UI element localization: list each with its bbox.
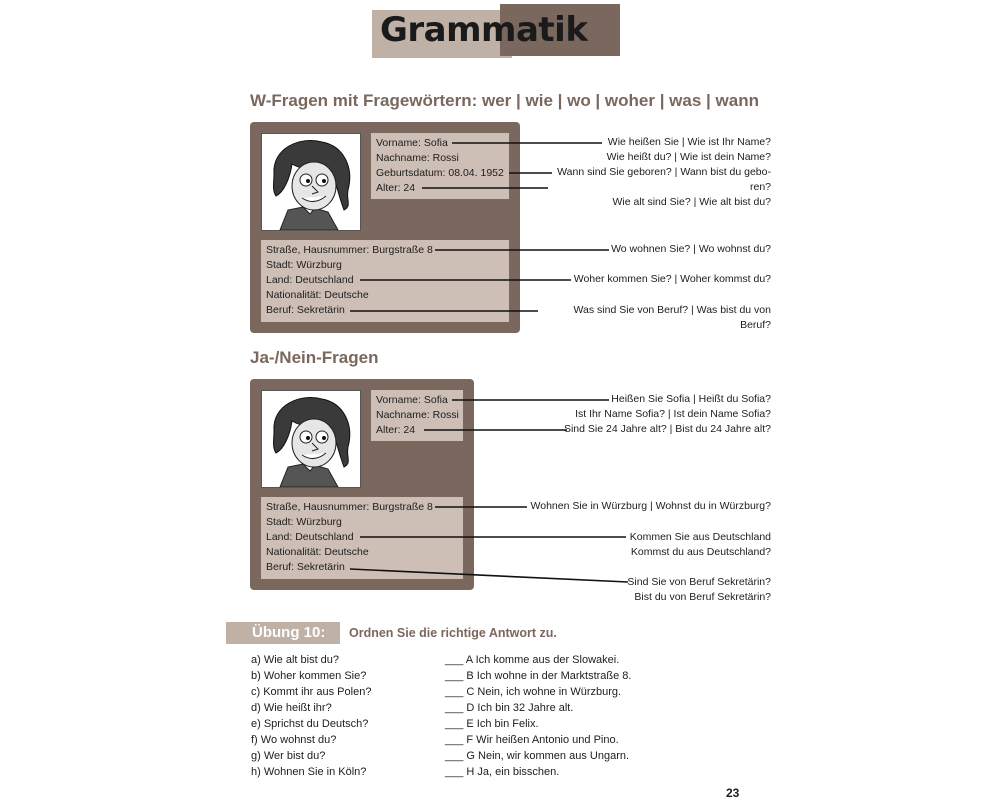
- question-line: Bist du von Beruf Sekretärin?: [634, 591, 771, 603]
- exercise-label: Übung 10:: [252, 624, 326, 641]
- question-line: Sind Sie von Beruf Sekretärin?: [627, 576, 771, 588]
- exercise-question: b) Woher kommen Sie?: [251, 670, 367, 682]
- info-city: Stadt: Würzburg: [266, 516, 342, 528]
- question-line: Kommen Sie aus Deutschland: [629, 531, 771, 543]
- exercise-question: a) Wie alt bist du?: [251, 654, 340, 666]
- exercise-answer: ___ E Ich bin Felix.: [445, 718, 539, 730]
- question-line: ren?: [749, 181, 771, 193]
- question-line: Wie heißt du? | Wie ist dein Name?: [606, 151, 771, 163]
- question-line: Wie alt sind Sie? | Wie alt bist du?: [612, 196, 771, 208]
- exercise-answer: ___ A Ich komme aus der Slowakei.: [445, 654, 620, 666]
- question-line: Beruf?: [740, 319, 771, 331]
- question-line: Heißen Sie Sofia | Heißt du Sofia?: [611, 393, 771, 405]
- info-city: Stadt: Würzburg: [266, 259, 342, 271]
- exercise-question: g) Wer bist du?: [251, 750, 326, 762]
- exercise-question: f) Wo wohnst du?: [251, 734, 337, 746]
- section1-title: W-Fragen mit Fragewörtern: wer | wie | wo | woher | was | wann: [250, 91, 759, 110]
- info-street: Straße, Hausnummer: Burgstraße 8: [266, 501, 433, 513]
- info-nationality: Nationalität: Deutsche: [266, 289, 369, 301]
- page-number: 23: [726, 786, 740, 800]
- exercise-label-bar: [226, 622, 340, 644]
- question-line: Wie heißen Sie | Wie ist Ihr Name?: [607, 136, 771, 148]
- exercise-answers: [445, 652, 631, 780]
- exercise-questions: [251, 652, 371, 780]
- exercise-question: h) Wohnen Sie in Köln?: [251, 766, 367, 778]
- info-last-name: Nachname: Rossi: [376, 152, 459, 164]
- exercise-answer: ___ C Nein, ich wohne in Würzburg.: [445, 686, 622, 698]
- info-age: Alter: 24: [376, 182, 416, 194]
- question-line: Wann sind Sie geboren? | Wann bist du gebo-: [557, 166, 771, 178]
- info-birthdate: Geburtsdatum: 08.04. 1952: [376, 167, 504, 179]
- question-line: Wohnen Sie in Würzburg | Wohnst du in Würzburg?: [530, 500, 771, 512]
- exercise-answer: ___ F Wir heißen Antonio und Pino.: [445, 734, 619, 746]
- question-line: Ist Ihr Name Sofia? | Ist dein Name Sofia?: [575, 408, 771, 420]
- info-country: Land: Deutschland: [266, 531, 354, 543]
- info-nationality: Nationalität: Deutsche: [266, 546, 369, 558]
- question-line: Wo wohnen Sie? | Wo wohnst du?: [611, 243, 771, 255]
- exercise-answer: ___ B Ich wohne in der Marktstraße 8.: [445, 670, 632, 682]
- question-line: Kommst du aus Deutschland?: [630, 546, 771, 558]
- section2-title: Ja-/Nein-Fragen: [250, 348, 379, 367]
- connector-line: [350, 569, 628, 582]
- info-country: Land: Deutschland: [266, 274, 354, 286]
- question-line: Sind Sie 24 Jahre alt? | Bist du 24 Jahre alt?: [563, 423, 771, 435]
- exercise-answer: ___ D Ich bin 32 Jahre alt.: [445, 702, 574, 714]
- exercise-question: e) Sprichst du Deutsch?: [251, 718, 369, 730]
- question-line: Woher kommen Sie? | Woher kommst du?: [573, 273, 771, 285]
- info-last-name: Nachname: Rossi: [376, 409, 459, 421]
- exercise-question: c) Kommt ihr aus Polen?: [251, 686, 372, 698]
- exercise-instruction: Ordnen Sie die richtige Antwort zu.: [349, 626, 557, 640]
- info-age: Alter: 24: [376, 424, 416, 436]
- info-first-name: Vorname: Sofia: [376, 394, 448, 406]
- exercise-answer: ___ G Nein, wir kommen aus Ungarn.: [445, 750, 630, 762]
- info-job: Beruf: Sekretärin: [266, 561, 345, 573]
- info-job: Beruf: Sekretärin: [266, 304, 345, 316]
- exercise-question: d) Wie heißt ihr?: [251, 702, 332, 714]
- question-line: Was sind Sie von Beruf? | Was bist du von: [573, 304, 771, 316]
- exercise-answer: ___ H Ja, ein bisschen.: [445, 766, 560, 778]
- info-first-name: Vorname: Sofia: [376, 137, 448, 149]
- page-title: Grammatik: [380, 10, 588, 50]
- info-street: Straße, Hausnummer: Burgstraße 8: [266, 244, 433, 256]
